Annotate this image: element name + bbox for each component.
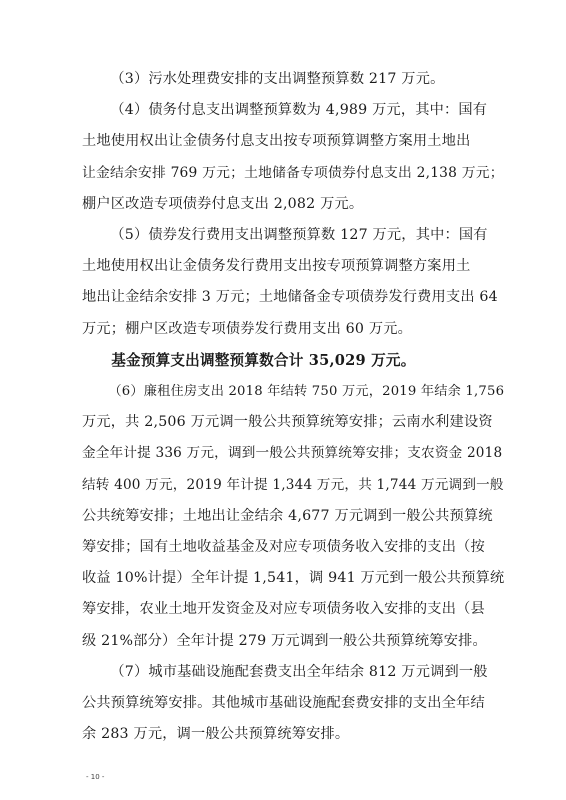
heading-line: 基金预算支出调整预算数合计 35,029 万元。	[111, 351, 416, 369]
paragraph-3	[82, 64, 508, 95]
paragraph-line: 万元；棚户区改造专项债券发行费用支出 60 万元。	[82, 320, 413, 337]
document-body	[82, 64, 508, 750]
paragraph-line: 结转 400 万元，2019 年计提 1,344 万元，共 1,744 万元调到一般	[82, 476, 504, 493]
paragraph-line: （7）城市基础设施配套费支出全年结余 812 万元调到一般	[110, 663, 488, 680]
paragraph-line: 筹安排；国有土地收益基金及对应专项债务收入安排的支出（按	[82, 539, 485, 556]
paragraph-4	[82, 95, 508, 220]
paragraph-line: 余 283 万元，调一般公共预算统筹安排。	[82, 726, 350, 743]
paragraph-line: （4）债务付息支出调整预算数为 4,989 万元，其中：国有	[110, 102, 488, 119]
paragraph-6	[82, 376, 508, 657]
paragraph-line: 地出让金结余安排 3 万元；土地储备金专项债券发行费用支出 64	[82, 289, 498, 306]
paragraph-line: 筹安排，农业土地开发资金及对应专项债务收入安排的支出（县	[82, 601, 485, 618]
paragraph-line: 土地使用权出让金债务付息支出按专项预算调整方案用土地出	[82, 133, 471, 150]
paragraph-line: 金全年计提 336 万元，调到一般公共预算统筹安排；支农资金 2018	[82, 445, 503, 462]
paragraph-line: 让金结余安排 769 万元；土地储备专项债券付息支出 2,138 万元；	[82, 164, 504, 181]
paragraph-line: 公共预算统筹安排。其他城市基础设施配套费安排的支出全年结	[82, 695, 485, 712]
paragraph-line: 万元，共 2,506 万元调一般公共预算统筹安排；云南水利建设资	[82, 414, 493, 431]
paragraph-line: 公共统筹安排；土地出让金结余 4,677 万元调到一般公共预算统	[82, 507, 493, 524]
paragraph-line: （5）债券发行费用支出调整预算数 127 万元，其中：国有	[110, 227, 488, 244]
page-number: - 10 -	[86, 773, 105, 781]
section-heading	[82, 345, 508, 376]
paragraph-line: 土地使用权出让金债务发行费用支出按专项预算调整方案用土	[82, 258, 471, 275]
paragraph-7	[82, 657, 508, 751]
paragraph-line: 收益 10%计提）全年计提 1,541，调 941 万元到一般公共预算统	[82, 570, 505, 587]
paragraph-line: 级 21%部分）全年计提 279 万元调到一般公共预算统筹安排。	[82, 632, 487, 649]
paragraph-line: 棚户区改造专项债券付息支出 2,082 万元。	[82, 195, 364, 212]
paragraph-line: （6）廉租住房支出 2018 年结转 750 万元，2019 年结余 1,756	[108, 384, 505, 400]
paragraph-5	[82, 220, 508, 345]
paragraph-line: （3）污水处理费安排的支出调整预算数 217 万元。	[110, 71, 445, 87]
